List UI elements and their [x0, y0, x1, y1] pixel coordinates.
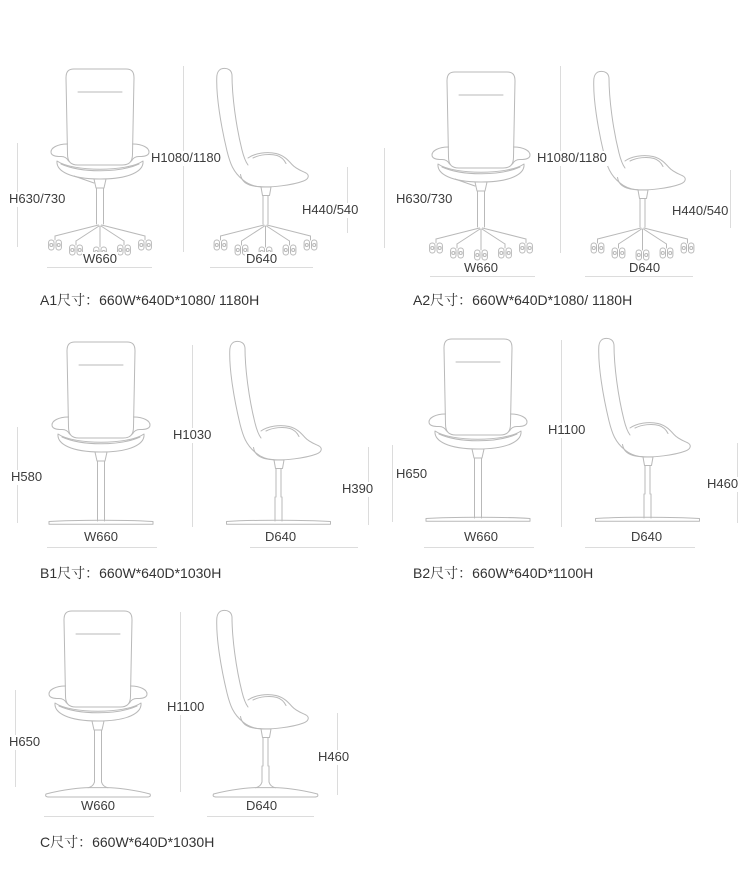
chair-side-drawing	[203, 608, 319, 800]
dimension-line-horizontal	[207, 816, 314, 817]
side-height-label: H440/540	[672, 203, 729, 218]
dimension-line-horizontal	[210, 267, 313, 268]
dimension-line-vertical	[730, 170, 731, 228]
side-height-label: H460	[318, 749, 350, 764]
dimension-line-horizontal	[430, 276, 535, 277]
seat-height-label: H630/730	[396, 191, 453, 206]
width-label: W660	[464, 529, 498, 544]
dimension-line-vertical	[347, 167, 348, 233]
seat-height-label: H580	[11, 469, 43, 484]
depth-label: D640	[631, 529, 663, 544]
depth-label: D640	[629, 260, 661, 275]
seat-height-label: H650	[9, 734, 41, 749]
depth-label: D640	[246, 251, 278, 266]
width-label: W660	[464, 260, 498, 275]
overall-height-label: H1100	[548, 422, 586, 437]
seat-height-label: H630/730	[9, 191, 66, 206]
dimension-line-horizontal	[47, 267, 152, 268]
size-caption: B1尺寸：660W*640D*1030H	[40, 565, 222, 581]
overall-height-label: H1100	[167, 699, 205, 714]
width-label: W660	[81, 798, 115, 813]
overall-height-label: H1080/1180	[537, 150, 607, 165]
width-label: W660	[84, 529, 118, 544]
chair-front-drawing	[422, 336, 534, 528]
dimension-line-vertical	[392, 445, 393, 522]
overall-height-label: H1080/1180	[151, 150, 221, 165]
seat-height-label: H650	[396, 466, 428, 481]
dimension-line-horizontal	[585, 276, 693, 277]
dimension-line-horizontal	[250, 547, 358, 548]
dimension-line-horizontal	[585, 547, 695, 548]
chair-side-drawing	[216, 339, 332, 531]
size-caption: A1尺寸：660W*640D*1080/ 1180H	[40, 292, 260, 308]
side-height-label: H440/540	[302, 202, 359, 217]
size-caption: A2尺寸：660W*640D*1080/ 1180H	[413, 292, 633, 308]
depth-label: D640	[246, 798, 278, 813]
chair-front-drawing	[425, 69, 537, 261]
chair-front-drawing	[45, 339, 157, 531]
size-caption: C尺寸：660W*640D*1030H	[40, 834, 215, 850]
side-height-label: H390	[342, 481, 374, 496]
dimension-line-horizontal	[47, 547, 157, 548]
overall-height-label: H1030	[173, 427, 212, 442]
width-label: W660	[83, 251, 117, 266]
size-caption: B2尺寸：660W*640D*1100H	[413, 565, 594, 581]
chair-front-drawing	[44, 66, 156, 258]
dimension-line-horizontal	[424, 547, 534, 548]
side-height-label: H460	[707, 476, 739, 491]
chair-front-drawing	[42, 608, 154, 800]
dimension-line-vertical	[384, 148, 385, 248]
depth-label: D640	[265, 529, 297, 544]
chair-side-drawing	[585, 336, 701, 528]
dimension-line-horizontal	[44, 816, 154, 817]
